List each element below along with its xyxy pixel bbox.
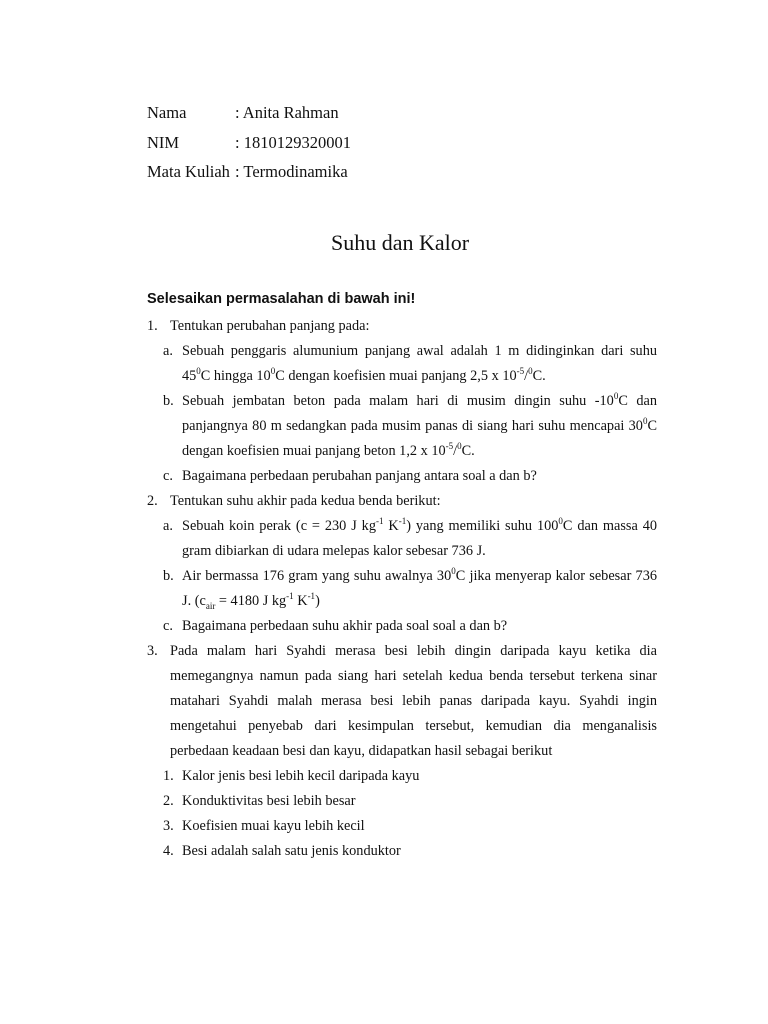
sub-label: b. <box>163 568 174 584</box>
sub-label: 2. <box>163 793 174 809</box>
superscript: 0 <box>196 366 201 377</box>
analysis-point <box>147 814 657 839</box>
superscript: -1 <box>307 591 316 602</box>
question-item <box>147 314 657 339</box>
superscript: -5 <box>445 441 454 452</box>
sub-text <box>182 843 401 859</box>
text-segment: Koefisien muai kayu lebih kecil <box>182 818 365 834</box>
sub-question <box>147 339 657 389</box>
text-segment: Pada malam hari Syahdi merasa besi lebih dingin daripada kayu ketika dia memegangnya namun pada siang hari setelah kedua benda tersebut terkena sinar matahari Syahdi malah merasa besi lebih panas daripada kayu. Syahdi ingin mengetahui penyebab dari kesimpulan tersebut, kemudian dia menganalisis perbedaan keadaan besi dan kayu, didapatkan hasil sebagai berikut <box>170 643 657 759</box>
text-segment: / <box>524 368 529 384</box>
nim-value: : 1810129320001 <box>235 133 351 152</box>
question-item <box>147 639 657 764</box>
name-label: Nama <box>147 103 187 122</box>
text-segment: C. <box>532 368 546 384</box>
question-item <box>147 489 657 514</box>
question-number: 3. <box>147 643 158 659</box>
text-segment: = 4180 J kg <box>215 593 287 609</box>
text-segment: Sebuah koin perak (c = 230 J kg <box>182 518 376 534</box>
question-number: 1. <box>147 318 158 334</box>
superscript: -1 <box>286 591 294 602</box>
text-segment: C dan panjangnya 80 m sedangkan pada musim panas di siang hari suhu mencapai 30 <box>182 393 657 434</box>
text-segment: Besi adalah salah satu jenis konduktor <box>182 843 401 859</box>
superscript: 0 <box>558 516 563 527</box>
sub-text <box>182 468 537 484</box>
question-text <box>170 318 369 334</box>
sub-text <box>182 343 657 384</box>
text-segment: ) yang memiliki suhu 100 <box>406 518 559 534</box>
text-segment: C dan massa 40 gram dibiarkan di udara melepas kalor sebesar 736 J. <box>182 518 657 559</box>
sub-question <box>147 464 657 489</box>
sub-question <box>147 389 657 464</box>
superscript: 0 <box>528 366 533 377</box>
text-segment: ) <box>315 593 320 609</box>
nim-label: NIM <box>147 133 180 152</box>
name-row <box>147 103 339 123</box>
question-text <box>170 493 441 509</box>
course-row <box>147 162 348 182</box>
page-title: Suhu dan Kalor <box>330 230 470 255</box>
question-list <box>147 314 657 864</box>
superscript: 0 <box>457 441 462 452</box>
text-segment: Sebuah penggaris alumunium panjang awal adalah 1 m didinginkan dari suhu 45 <box>182 343 657 384</box>
text-segment: C dengan koefisien muai panjang beton 1,2 x 10 <box>182 418 657 459</box>
subscript: air <box>205 600 216 611</box>
analysis-point <box>147 764 657 789</box>
name-value: : Anita Rahman <box>235 103 339 122</box>
sub-label: a. <box>163 518 173 534</box>
text-segment: Tentukan suhu akhir pada kedua benda berikut: <box>170 493 441 509</box>
sub-question <box>147 614 657 639</box>
sub-label: c. <box>163 468 173 484</box>
sub-text <box>182 793 356 809</box>
sub-text <box>182 393 657 459</box>
text-segment: Sebuah jembatan beton pada malam hari di musim dingin suhu -10 <box>182 393 614 409</box>
sub-question <box>147 514 657 564</box>
course-value: : Termodinamika <box>235 162 348 181</box>
analysis-point <box>147 839 657 864</box>
superscript: 0 <box>642 416 648 427</box>
text-segment: K <box>383 518 399 534</box>
instruction-heading: Selesaikan permasalahan di bawah ini! <box>147 291 416 307</box>
sub-text <box>182 768 419 784</box>
sub-label: 3. <box>163 818 174 834</box>
sub-question <box>147 564 657 614</box>
text-segment: Bagaimana perbedaan perubahan panjang antara soal a dan b? <box>182 468 537 484</box>
superscript: 0 <box>451 566 456 577</box>
text-segment: / <box>453 443 458 459</box>
text-segment: C dengan koefisien muai panjang 2,5 x 10 <box>275 368 517 384</box>
text-segment: C. <box>461 443 475 459</box>
question-text <box>170 643 657 759</box>
superscript: -1 <box>375 516 384 527</box>
text-segment: Air bermassa 176 gram yang suhu awalnya 30 <box>182 568 452 584</box>
sub-text <box>182 618 507 634</box>
superscript: -5 <box>516 366 525 377</box>
course-label: Mata Kuliah <box>147 162 230 181</box>
text-segment: Tentukan perubahan panjang pada: <box>170 318 370 334</box>
sub-label: a. <box>163 343 173 359</box>
text-segment: Konduktivitas besi lebih besar <box>182 793 356 809</box>
sub-label: 4. <box>163 843 174 859</box>
text-segment: Kalor jenis besi lebih kecil daripada kayu <box>182 768 420 784</box>
analysis-point <box>147 789 657 814</box>
nim-row <box>147 133 351 153</box>
text-segment: C jika menyerap kalor sebesar 736 J. (c <box>182 568 657 609</box>
sub-text <box>182 518 657 559</box>
question-number: 2. <box>147 493 158 509</box>
sub-label: b. <box>163 393 174 409</box>
text-segment: Bagaimana perbedaan suhu akhir pada soal soal a dan b? <box>182 618 508 634</box>
sub-text <box>182 818 365 834</box>
superscript: 0 <box>270 366 276 377</box>
text-segment: C hingga 10 <box>200 368 271 384</box>
superscript: 0 <box>613 391 619 402</box>
text-segment: K <box>293 593 308 609</box>
sub-label: 1. <box>163 768 174 784</box>
sub-label: c. <box>163 618 173 634</box>
sub-text <box>182 568 657 609</box>
superscript: -1 <box>398 516 407 527</box>
